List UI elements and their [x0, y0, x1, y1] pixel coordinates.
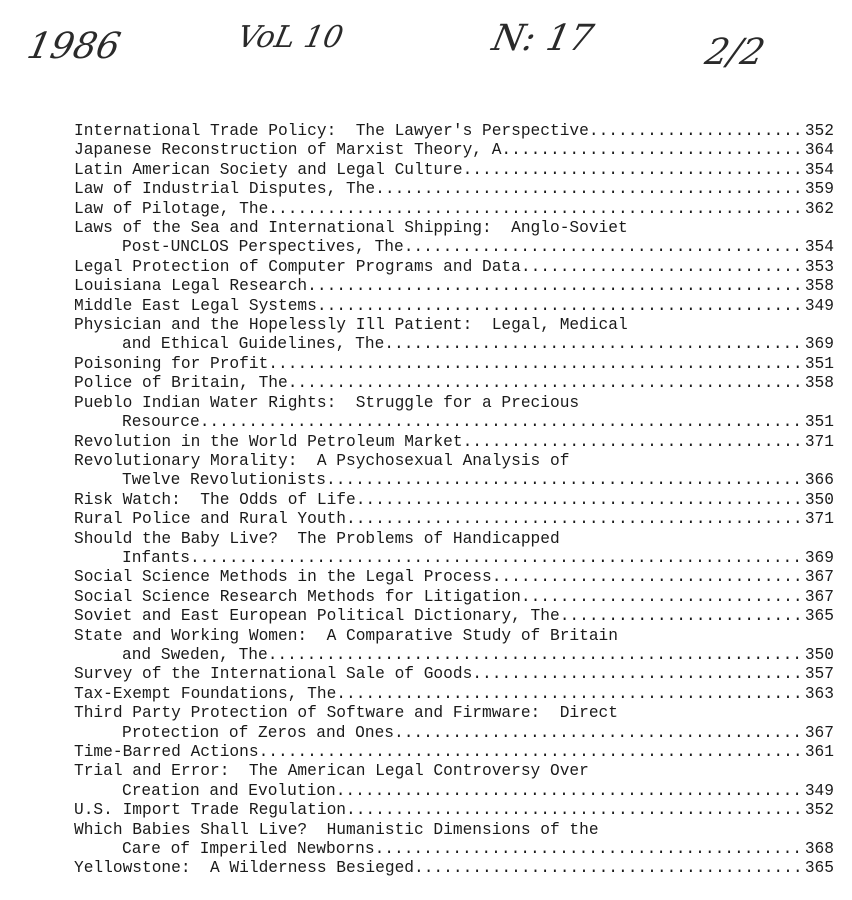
entry-title: State and Working Women: A Comparative Study of Britain: [74, 626, 618, 645]
dot-leader: [501, 141, 804, 160]
page-number: 362: [804, 199, 834, 218]
index-entry: [74, 607, 834, 626]
index-entry-line: [74, 665, 834, 684]
page-number: 358: [804, 277, 834, 296]
dot-leader: [521, 588, 805, 607]
index-entry-line: [74, 530, 834, 549]
page-number: 361: [804, 743, 834, 761]
dot-leader: [268, 200, 805, 219]
index-entry: [74, 510, 834, 529]
index-entry: [74, 821, 834, 860]
dot-leader: [346, 510, 805, 529]
entry-title: International Trade Policy: The Lawyer's Perspective: [74, 122, 589, 140]
dot-leader: [190, 549, 805, 568]
index-entry-line: [74, 200, 834, 219]
page-number: 358: [804, 374, 834, 393]
dot-leader: [336, 782, 805, 801]
page-number: 357: [804, 665, 834, 684]
index-entry: [74, 374, 834, 393]
entry-title: Social Science Research Methods for Litigation: [74, 587, 521, 606]
entry-title: Trial and Error: The American Legal Controversy Over: [74, 762, 589, 781]
index-entry: [74, 665, 834, 684]
index-entry-line: [74, 646, 834, 665]
entry-title: U.S. Import Trade Regulation: [74, 801, 346, 820]
index-entry-line: [74, 607, 834, 626]
index-entry-line: [74, 743, 834, 762]
page-number: 365: [804, 607, 834, 626]
dot-leader: [394, 724, 805, 743]
index-entry-line: [74, 782, 834, 801]
index-entry: [74, 588, 834, 607]
entry-title: Infants: [122, 548, 190, 567]
index-entry-line: [74, 510, 834, 529]
entry-title: Latin American Society and Legal Culture: [74, 160, 463, 179]
entry-title: Should the Baby Live? The Problems of Handicapped: [74, 529, 560, 548]
dot-leader: [317, 297, 805, 316]
entry-title: Louisiana Legal Research: [74, 277, 308, 296]
page-number: 354: [804, 160, 834, 179]
page-number: 352: [804, 122, 834, 140]
dot-leader: [375, 840, 805, 859]
dot-leader: [268, 646, 805, 665]
index-entry: [74, 180, 834, 199]
page-number: 369: [804, 548, 834, 567]
index-entry-line: [74, 704, 834, 723]
entry-title: and Sweden, The: [122, 645, 268, 664]
dot-leader: [463, 433, 805, 452]
index-entry-line: [74, 394, 834, 413]
handwritten-volume: VoL 10: [234, 20, 347, 55]
dot-leader: [384, 335, 805, 354]
entry-title: Pueblo Indian Water Rights: Struggle for a Precious: [74, 393, 580, 412]
handwritten-year: 1986: [23, 26, 124, 67]
index-entry-line: [74, 549, 834, 568]
index-entry: [74, 685, 834, 704]
index-entry-line: [74, 452, 834, 471]
index-entry-line: [74, 122, 834, 141]
index-entry-line: [74, 588, 834, 607]
index-entry-line: [74, 859, 834, 878]
index-entry-line: [74, 141, 834, 160]
title-index-list: [74, 122, 834, 879]
entry-title: Revolution in the World Petroleum Market: [74, 432, 463, 451]
dot-leader: [560, 607, 805, 626]
index-entry: [74, 394, 834, 433]
index-entry: [74, 141, 834, 160]
entry-title: Law of Pilotage, The: [74, 199, 269, 218]
index-entry-line: [74, 374, 834, 393]
dot-leader: [336, 685, 805, 704]
entry-title: Risk Watch: The Odds of Life: [74, 490, 356, 509]
handwritten-sheet: 2/2: [701, 32, 769, 73]
page-number: 351: [804, 354, 834, 373]
dot-leader: [375, 180, 805, 199]
page-number: 364: [804, 141, 834, 160]
page-number: 354: [804, 238, 834, 257]
entry-title: Social Science Methods in the Legal Process: [74, 568, 492, 587]
index-entry-line: [74, 471, 834, 490]
page-number: 367: [804, 723, 834, 742]
entry-title: Poisoning for Profit: [74, 354, 269, 373]
page-number: 369: [804, 335, 834, 354]
index-entry-line: [74, 433, 834, 452]
dot-leader: [356, 491, 805, 510]
page-number: 371: [804, 432, 834, 451]
dot-leader: [472, 665, 805, 684]
index-entry-line: [74, 258, 834, 277]
page-number: 350: [804, 490, 834, 509]
page-number: 352: [804, 801, 834, 820]
handwritten-issue: N: 17: [488, 18, 597, 59]
dot-leader: [404, 238, 805, 257]
index-entry: [74, 219, 834, 258]
page-number: 351: [804, 413, 834, 432]
index-entry-line: [74, 840, 834, 859]
index-entry-line: [74, 335, 834, 354]
entry-title: Japanese Reconstruction of Marxist Theory, A: [74, 141, 502, 160]
index-entry: [74, 258, 834, 277]
entry-title: Police of Britain, The: [74, 374, 288, 393]
index-entry: [74, 568, 834, 587]
entry-title: Post-UNCLOS Perspectives, The: [122, 238, 404, 257]
page-number: 363: [804, 684, 834, 703]
entry-title: Third Party Protection of Software and Firmware: Direct: [74, 704, 618, 723]
dot-leader: [589, 122, 805, 141]
page-number: 367: [804, 568, 834, 587]
index-entry-line: [74, 568, 834, 587]
index-entry: [74, 277, 834, 296]
entry-title: Rural Police and Rural Youth: [74, 510, 346, 529]
dot-leader: [307, 277, 805, 296]
index-entry: [74, 433, 834, 452]
index-entry-line: [74, 685, 834, 704]
entry-title: Legal Protection of Computer Programs and Data: [74, 257, 521, 276]
index-entry: [74, 627, 834, 666]
entry-title: Survey of the International Sale of Goods: [74, 665, 473, 684]
index-entry: [74, 200, 834, 219]
index-entry-line: [74, 238, 834, 257]
handwritten-annotation: [23, 18, 828, 98]
index-entry-line: [74, 277, 834, 296]
entry-title: Laws of the Sea and International Shipping: Anglo-Soviet: [74, 219, 628, 238]
dot-leader: [288, 374, 805, 393]
page-number: 371: [804, 510, 834, 529]
index-entry: [74, 704, 834, 743]
page-number: 365: [804, 859, 834, 878]
entry-title: Resource: [122, 413, 200, 432]
index-entry-line: [74, 801, 834, 820]
page-number: 353: [804, 257, 834, 276]
dot-leader: [259, 743, 805, 762]
dot-leader: [346, 801, 805, 820]
page-number: 349: [804, 296, 834, 315]
index-entry: [74, 859, 834, 878]
entry-title: Time-Barred Actions: [74, 743, 259, 761]
index-entry-line: [74, 180, 834, 199]
index-entry-line: [74, 297, 834, 316]
index-entry: [74, 297, 834, 316]
page-number: 366: [804, 471, 834, 490]
page-number: 359: [804, 180, 834, 199]
entry-title: Twelve Revolutionists: [122, 471, 326, 490]
index-entry-line: [74, 413, 834, 432]
index-entry-line: [74, 491, 834, 510]
page-number: 350: [804, 645, 834, 664]
dot-leader: [326, 471, 805, 490]
entry-title: Care of Imperiled Newborns: [122, 840, 375, 859]
dot-leader: [200, 413, 805, 432]
index-entry: [74, 743, 834, 762]
index-entry: [74, 355, 834, 374]
entry-title: Which Babies Shall Live? Humanistic Dimensions of the: [74, 820, 599, 839]
entry-title: Physician and the Hopelessly Ill Patient: Legal, Medical: [74, 316, 628, 335]
index-entry: [74, 122, 834, 141]
dot-leader: [521, 258, 805, 277]
index-entry: [74, 452, 834, 491]
entry-title: Creation and Evolution: [122, 781, 336, 800]
index-entry: [74, 801, 834, 820]
dot-leader: [463, 161, 805, 180]
dot-leader: [492, 568, 805, 587]
entry-title: Soviet and East European Political Dictionary, The: [74, 607, 560, 626]
entry-title: Middle East Legal Systems: [74, 296, 317, 315]
entry-title: Protection of Zeros and Ones: [122, 723, 394, 742]
index-entry: [74, 530, 834, 569]
entry-title: Revolutionary Morality: A Psychosexual Analysis of: [74, 451, 570, 470]
page-number: 349: [804, 781, 834, 800]
entry-title: Law of Industrial Disputes, The: [74, 180, 376, 199]
index-entry: [74, 161, 834, 180]
index-entry-line: [74, 762, 834, 781]
index-entry-line: [74, 219, 834, 238]
entry-title: and Ethical Guidelines, The: [122, 335, 385, 354]
dot-leader: [268, 355, 805, 374]
index-entry-line: [74, 627, 834, 646]
index-entry: [74, 762, 834, 801]
index-entry: [74, 316, 834, 355]
dot-leader: [414, 859, 805, 878]
entry-title: Yellowstone: A Wilderness Besieged: [74, 859, 414, 878]
index-entry-line: [74, 821, 834, 840]
index-entry-line: [74, 316, 834, 335]
index-entry-line: [74, 724, 834, 743]
page-number: 367: [804, 587, 834, 606]
index-entry-line: [74, 161, 834, 180]
entry-title: Tax-Exempt Foundations, The: [74, 684, 337, 703]
index-entry: [74, 491, 834, 510]
index-entry-line: [74, 355, 834, 374]
page-number: 368: [804, 840, 834, 859]
